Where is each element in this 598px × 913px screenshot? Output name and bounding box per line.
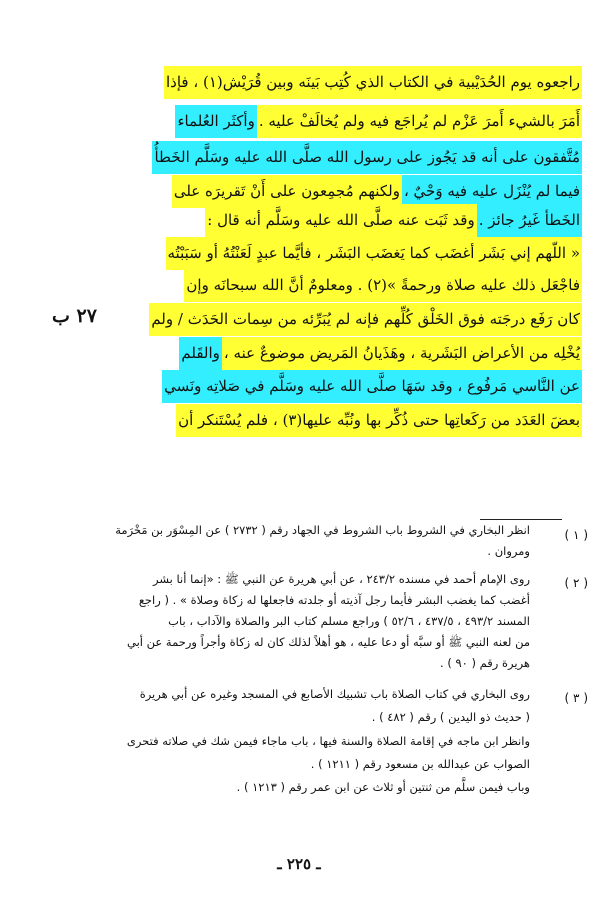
highlight-yellow: « اللّهم إني بَشَر أغضَب كما يَغضَب البَشَر ، فأيَّما عبدٍ لَعَنْتُهُ أو سَبَبْتُه — [166, 237, 583, 270]
highlight-cyan: مُتَّفقون على أنه قد يَجُوز على رسول الله صلَّى الله عليه وسَلَّم الخَطأُ — [152, 141, 582, 174]
text-line-5 — [108, 204, 582, 237]
footnote-number: ( ١ ) — [564, 528, 588, 542]
footnote-line: ( حديث ذو اليدين ) رقم ( ٤٨٢ ) . — [371, 710, 530, 724]
highlight-yellow: كان رَفَع درجَته فوق الخَلْق كُلِّهم فإنه لم يُبَرِّئه من سِمات الحَدَث / ولم — [149, 303, 582, 336]
highlight-yellow: فاجْعَل ذلك عليه صلاة ورحمةً »(٢) . ومعلومٌ أنَّ الله سبحانَه وإن — [184, 269, 582, 302]
page-number: ـ ٢٢٥ ـ — [277, 855, 321, 873]
footnote-line: من لعنه النبي ﷺ أو سبَّه أو دعا عليه ، هو أهلاً لذلك كان له زكاة وأجراً ورحمة عن أبي — [127, 635, 530, 649]
highlight-yellow: أَمَرَ بالشيء أَمرَ عَزْم لم يُراجَع فيه ولم يُخالَفْ عليه . — [257, 105, 582, 138]
footnote-line: هريرة رقم ( ٩٠ ) . — [440, 656, 530, 670]
footnote-line: انظر البخاري في الشروط باب الشروط في الجهاد رقم ( ٢٧٣٢ ) عن المِسْوَر بن مَخْرَمة — [115, 523, 530, 537]
footnote-line: أغضب كما يغضب البشر فأيما رجل آذيته أو جلدته فاجعلها له زكاة وصلاة » . ( راجع — [138, 593, 530, 607]
text-line-1 — [108, 66, 582, 99]
text-line-2 — [108, 105, 582, 138]
footnote-line: الصواب عن عبدالله بن مسعود رقم ( ١٢١١ ) . — [310, 757, 530, 771]
highlight-yellow: ولكنهم مُجمِعون على أَنْ تَقريرَه على — [172, 175, 402, 208]
highlight-cyan: وأكثَر العُلماء — [175, 105, 256, 138]
highlight-cyan: عن النَّاسي مَرفُوع ، وقد سَهَا صلَّى الله عليه وسَلَّم في صَلاتِه ونَسي — [162, 370, 582, 403]
highlight-cyan: والقَلم — [179, 337, 222, 370]
footnote-line: ومروان . — [487, 544, 530, 558]
footnote-line: المسند ٤٩٣/٢ ، ٤٣٧/٥ ، ٥٢/٦ ) وراجع مسلم كتاب البر والصلاة والآداب ، باب — [168, 614, 530, 628]
footnote-line: وباب فيمن سلَّم من ثنتين أو ثلاث عن ابن عمر رقم ( ١٢١٣ ) . — [236, 780, 530, 794]
highlight-yellow: راجعوه يوم الحُدَيْبية في الكتاب الذي كُتِب بَينَه وبين قُرَيْش(١) ، فإذا — [164, 66, 582, 99]
footnote-number: ( ٢ ) — [564, 576, 588, 590]
footnote-line: روى البخاري في كتاب الصلاة باب تشبيك الأصابع في المسجد وغيره عن أبي هريرة — [139, 687, 530, 701]
text-line-3 — [108, 141, 582, 174]
highlight-cyan: الخَطأ غَيرُ جائز . — [477, 204, 582, 237]
text-line-9 — [108, 337, 582, 370]
text-line-6 — [108, 237, 582, 270]
text-line-10 — [108, 370, 582, 403]
footnote-line: وانظر ابن ماجه في إقامة الصلاة والسنة فيها ، باب ماجاء فيمن شك في صلاته فتحرى — [126, 734, 530, 748]
highlight-yellow: بعضَ العَدَد من رَكَعاتِها حتى ذُكِّر بها ونُبِّه عليها(٣) ، فلم يُسْتَنكر أن — [176, 404, 582, 437]
margin-folio-note: ٢٧ ب — [52, 305, 97, 327]
highlight-yellow: وقد ثَبَت عنه صلَّى الله عليه وسَلَّم أنه قال : — [205, 204, 476, 237]
footnote-number: ( ٣ ) — [564, 691, 588, 705]
text-line-7 — [108, 269, 582, 302]
text-line-11 — [108, 404, 582, 437]
highlight-yellow: يُخْلِه من الأعراض البَشَرية ، وهَذَيانُ المَريض موضوعٌ عنه ، — [222, 337, 582, 370]
text-line-8 — [108, 303, 582, 336]
footnote-line: روى الإمام أحمد في مسنده ٢٤٣/٢ ، عن أبي هريرة عن النبي ﷺ : «إنما أنا بشر — [153, 572, 530, 586]
highlight-cyan: فيما لم يُنْزَل عليه فيه وَحْيٌ ، — [402, 175, 582, 208]
